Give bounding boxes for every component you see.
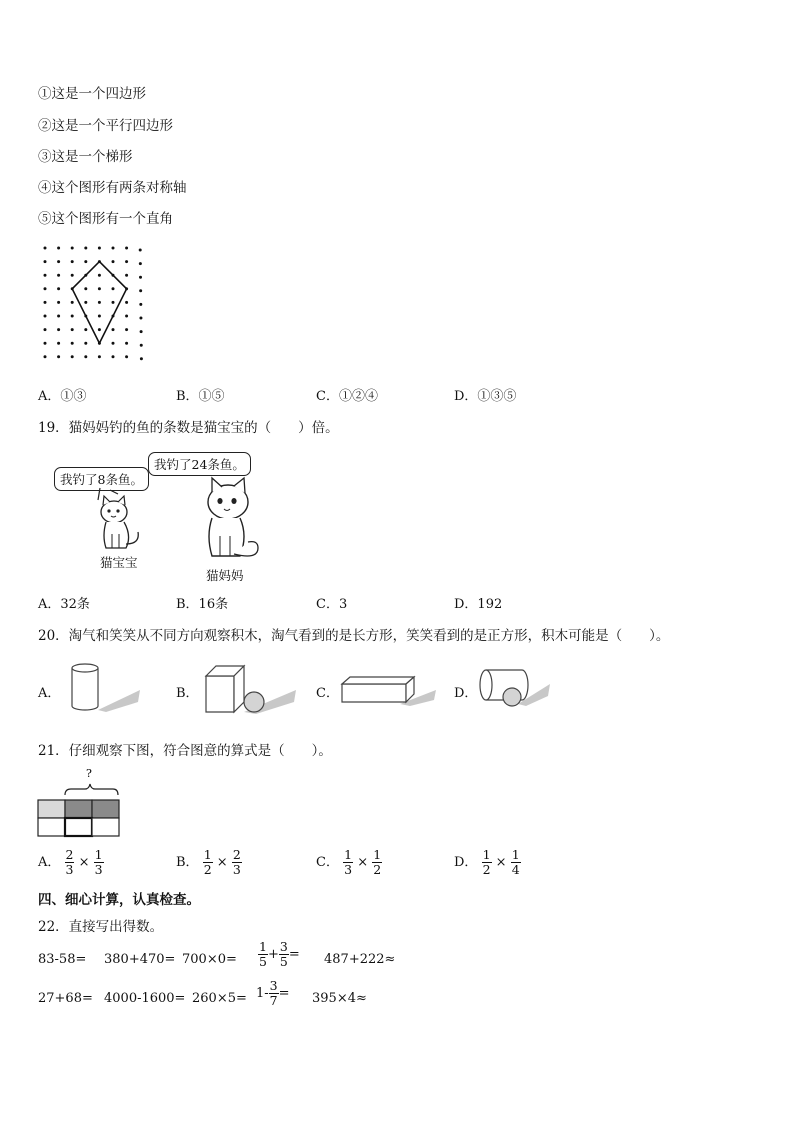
fraction: $\frac{1}{4}$ <box>511 847 520 877</box>
fraction-bar-diagram <box>37 765 121 839</box>
statement-5: ⑤这个图形有一个直角 <box>38 211 173 227</box>
q19-question: 19．猫妈妈钓的鱼的条数是猫宝宝的（ ）倍。 <box>38 420 339 436</box>
mom-cat-label: 猫妈妈 <box>206 568 244 583</box>
brace-question-mark: ? <box>86 767 92 780</box>
operator: × <box>495 855 507 870</box>
fraction: $\frac{1}{2}$ <box>482 847 491 877</box>
fraction: $\frac{1}{3}$ <box>94 847 103 877</box>
fraction: $\frac{2}{3}$ <box>65 847 74 877</box>
q21-option-b[interactable] <box>176 848 242 877</box>
calc-item: 700×0= <box>182 952 237 967</box>
statement-1: ①这是一个四边形 <box>38 86 146 102</box>
calc-item: 83-58= <box>38 952 87 967</box>
calc-item: 4000-1600= <box>104 991 186 1006</box>
q19-option-c[interactable]: C．3 <box>316 597 348 612</box>
q20-option-d-label[interactable]: D． <box>454 686 478 701</box>
q19-option-d[interactable]: D．192 <box>454 597 503 612</box>
option-label: A． <box>38 855 61 870</box>
q18-option-d[interactable]: D．①③⑤ <box>454 389 517 404</box>
cylinder-upright-figure[interactable] <box>68 662 140 714</box>
calc-item: 395×4≈ <box>312 991 367 1006</box>
q21-option-a[interactable] <box>38 848 104 877</box>
mom-cat-speech: 我钓了24条鱼。 <box>154 457 245 472</box>
dot-grid-kite-figure <box>40 244 160 369</box>
mom-cat-speech-bubble <box>148 452 251 476</box>
option-label: D． <box>454 855 478 870</box>
option-label: B． <box>176 855 199 870</box>
baby-cat-label: 猫宝宝 <box>100 555 138 570</box>
q21-question: 21．仔细观察下图，符合图意的算式是（ ）。 <box>38 743 332 759</box>
baby-cat-speech: 我钓了8条鱼。 <box>60 472 143 487</box>
q18-option-c[interactable]: C．①②④ <box>316 389 378 404</box>
fraction: $\frac{1}{2}$ <box>373 847 382 877</box>
operator: × <box>78 855 90 870</box>
calc-item-fraction: $\frac{1}{5}$ + $\frac{3}{5}$ = <box>259 939 300 969</box>
q20-option-a-label[interactable]: A． <box>38 686 61 701</box>
statement-2: ②这是一个平行四边形 <box>38 118 173 134</box>
calc-item-fraction: 1- $\frac{3}{7}$ = <box>256 978 290 1008</box>
fraction: $\frac{1}{2}$ <box>203 847 212 877</box>
calc-item: 487+222≈ <box>324 952 396 967</box>
q18-option-b[interactable]: B．①⑤ <box>176 389 225 404</box>
q20-option-b-label[interactable]: B． <box>176 686 199 701</box>
cylinder-lying-with-sphere-figure[interactable] <box>478 666 550 708</box>
q22-question: 22．直接写出得数。 <box>38 919 164 935</box>
q21-option-c[interactable] <box>316 848 382 877</box>
q21-option-d[interactable] <box>454 848 521 877</box>
calc-item: 260×5= <box>192 991 247 1006</box>
section-heading: 四、细心计算，认真检查。 <box>38 892 200 908</box>
cuboid-figure[interactable] <box>340 674 436 706</box>
fraction: $\frac{2}{3}$ <box>232 847 241 877</box>
q20-question: 20．淘气和笑笑从不同方向观察积木，淘气看到的是长方形，笑笑看到的是正方形，积木可能是（ ）。 <box>38 628 670 644</box>
cube-and-sphere-figure[interactable] <box>204 662 296 716</box>
statement-4: ④这个图形有两条对称轴 <box>38 180 187 196</box>
baby-cat-illustration <box>96 488 146 552</box>
q18-option-a[interactable]: A．①③ <box>38 389 87 404</box>
option-label: C． <box>316 855 339 870</box>
calc-item: 27+68= <box>38 991 93 1006</box>
q19-option-b[interactable]: B．16条 <box>176 597 229 612</box>
operator: × <box>216 855 228 870</box>
mom-cat-illustration <box>200 474 262 564</box>
fraction: $\frac{1}{3}$ <box>344 847 353 877</box>
statement-3: ③这是一个梯形 <box>38 149 133 165</box>
operator: × <box>357 855 369 870</box>
q20-option-c-label[interactable]: C． <box>316 686 339 701</box>
q19-option-a[interactable]: A．32条 <box>38 597 90 612</box>
calc-item: 380+470= <box>104 952 176 967</box>
